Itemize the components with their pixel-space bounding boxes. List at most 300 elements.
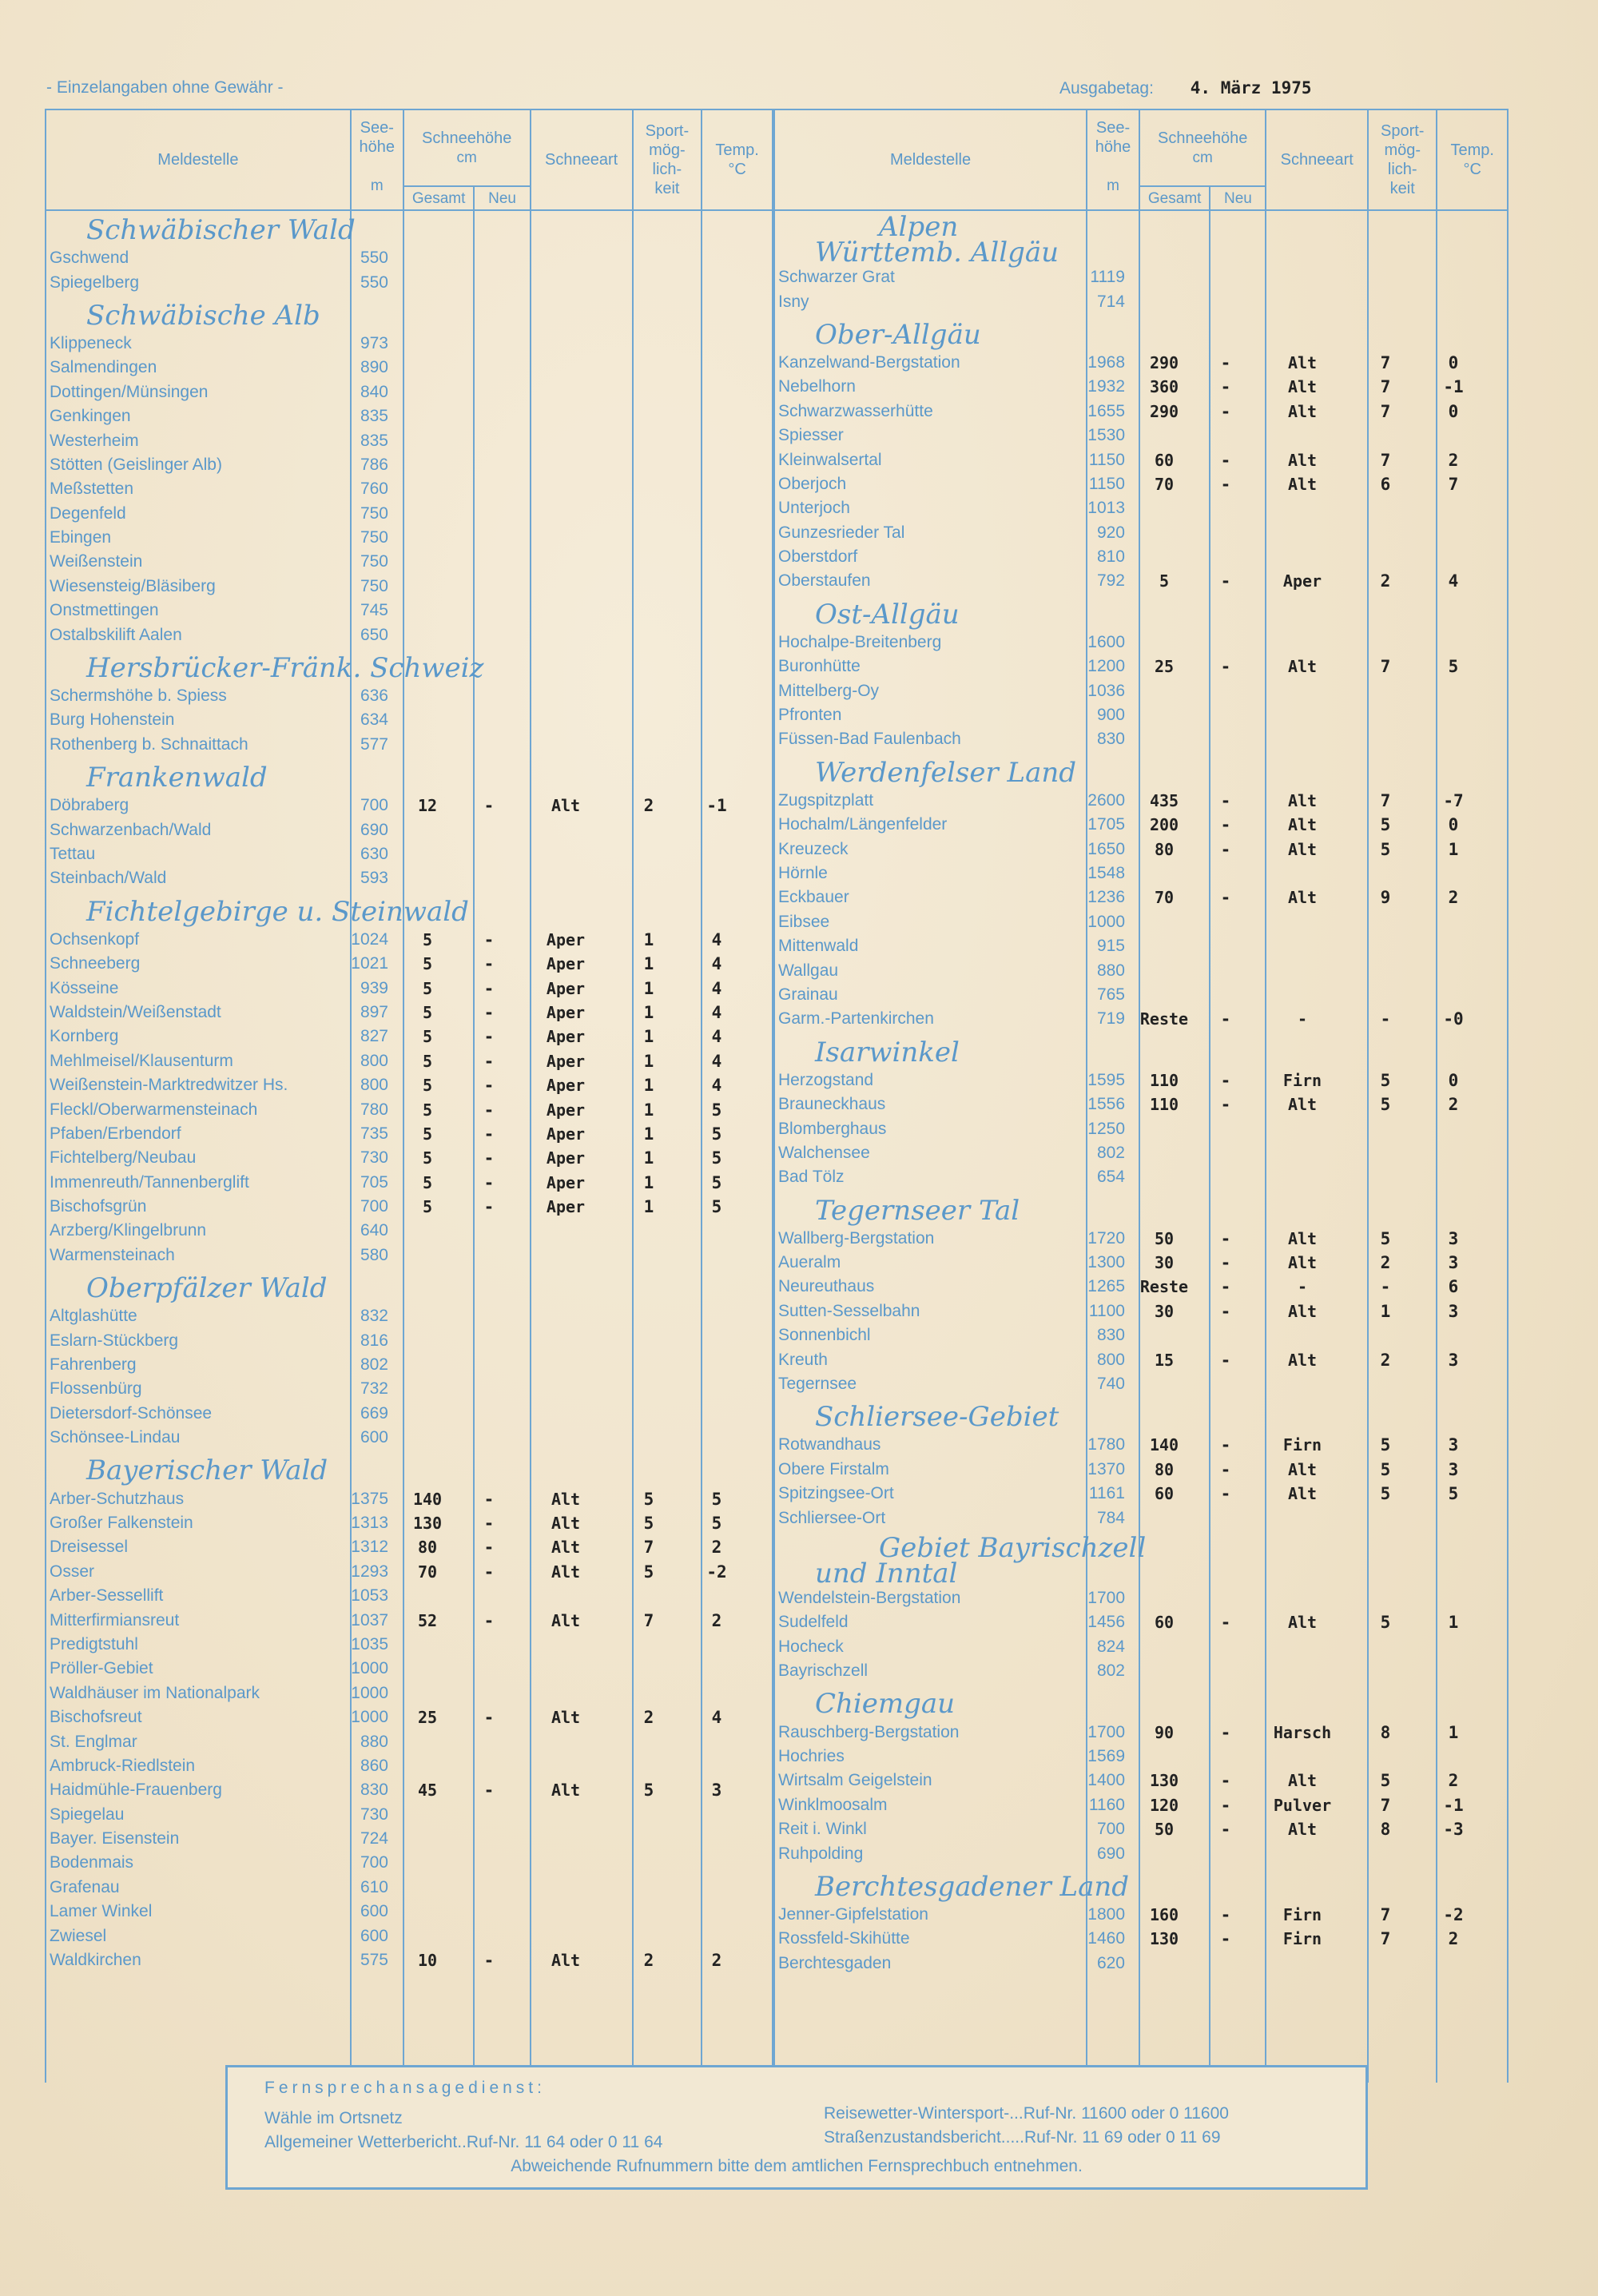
- temperature: 5: [711, 1148, 722, 1168]
- snow-new: -: [1220, 1277, 1231, 1297]
- col-height: See- höhe m: [1087, 109, 1139, 210]
- snow-new: -: [483, 954, 495, 974]
- snow-total: 30: [1154, 1253, 1175, 1273]
- station-name: Blomberghaus: [778, 1119, 887, 1138]
- snow-type: Alt: [1287, 1459, 1318, 1479]
- sea-height: 830: [360, 1781, 388, 1800]
- temperature: 4: [1448, 571, 1459, 591]
- table-row: [45, 708, 773, 732]
- snow-type: Alt: [1287, 815, 1318, 835]
- table-row: [45, 1535, 773, 1559]
- station-name: Zugspitzplatt: [778, 790, 874, 810]
- station-name: Klippeneck: [50, 333, 132, 352]
- station-name: Rauschberg-Bergstation: [778, 1722, 960, 1741]
- table-row: [773, 289, 1509, 313]
- sea-height: 1265: [1087, 1277, 1125, 1296]
- sea-height: 669: [360, 1403, 388, 1423]
- station-name: Dottingen/Münsingen: [50, 382, 209, 401]
- snow-new: -: [483, 1124, 495, 1144]
- table-row: [773, 1116, 1509, 1140]
- temperature: 2: [1448, 1771, 1459, 1791]
- sea-height: 654: [1096, 1168, 1125, 1187]
- sea-height: 1021: [351, 954, 388, 973]
- snow-type: Aper: [546, 1148, 586, 1168]
- snow-total: 80: [417, 1538, 438, 1558]
- sea-height: 593: [360, 869, 388, 888]
- sea-height: 1456: [1087, 1613, 1125, 1632]
- snow-new: -: [1220, 401, 1231, 421]
- sea-height: 600: [360, 1428, 388, 1447]
- snow-total: 435: [1149, 790, 1179, 810]
- station-name: Pfronten: [778, 706, 842, 725]
- station-name: Bayer. Eisenstein: [50, 1829, 180, 1848]
- snow-type: Alt: [1287, 1350, 1318, 1370]
- col-new: Neu: [474, 186, 530, 210]
- temperature: 5: [711, 1489, 722, 1509]
- table-row: [773, 1659, 1509, 1683]
- table-row: [773, 1323, 1509, 1347]
- station-name: Westerheim: [50, 431, 139, 450]
- col-sport: Sport- mög- lich- keit: [1368, 109, 1437, 210]
- snow-new: -: [1220, 450, 1231, 470]
- sea-height: 730: [360, 1805, 388, 1824]
- temperature: 4: [711, 954, 722, 974]
- station-name: Aueralm: [778, 1253, 841, 1272]
- station-name: Arber-Schutzhaus: [50, 1489, 185, 1508]
- sea-height: 1932: [1087, 377, 1125, 396]
- table-row: [773, 1927, 1509, 1951]
- sea-height: 745: [360, 601, 388, 620]
- sport-rating: 8: [1380, 1722, 1391, 1742]
- station-name: Kreuth: [778, 1350, 828, 1369]
- sea-height: 827: [360, 1027, 388, 1046]
- sea-height: 1569: [1087, 1746, 1125, 1765]
- sea-height: 1600: [1087, 632, 1125, 651]
- table-row: [45, 550, 773, 574]
- sport-rating: 1: [643, 1027, 654, 1047]
- snow-type: Aper: [546, 929, 586, 949]
- sea-height: 939: [360, 978, 388, 997]
- sea-height: 1119: [1090, 268, 1125, 287]
- table-row: [45, 1633, 773, 1657]
- snow-total: 5: [422, 1124, 433, 1144]
- snow-type: Firn: [1282, 1904, 1322, 1924]
- table-row: [45, 502, 773, 526]
- snow-type: Firn: [1282, 1070, 1322, 1090]
- snow-total: 60: [1154, 1613, 1175, 1633]
- station-name: Füssen-Bad Faulenbach: [778, 730, 961, 749]
- snow-new: -: [483, 1538, 495, 1558]
- snow-total: 5: [422, 1027, 433, 1047]
- station-name: Grainau: [778, 985, 838, 1004]
- station-name: Burg Hohenstein: [50, 710, 175, 730]
- sea-height: 714: [1096, 292, 1125, 311]
- table-row: [773, 1586, 1509, 1610]
- station-name: Fleckl/Oberwarmensteinach: [50, 1100, 258, 1119]
- table-row: [45, 1171, 773, 1195]
- col-temp: Temp. °C: [1437, 109, 1508, 210]
- col-new: Neu: [1210, 186, 1266, 210]
- table-row: [773, 1903, 1509, 1927]
- region-heading: [773, 1530, 1509, 1590]
- temperature: 5: [711, 1124, 722, 1144]
- sport-rating: 7: [1380, 1795, 1391, 1815]
- table-row: [773, 1720, 1509, 1744]
- table-row: [45, 1802, 773, 1826]
- snow-new: -: [1220, 1301, 1231, 1321]
- sport-rating: 9: [1380, 888, 1391, 908]
- temperature: -0: [1443, 1009, 1464, 1029]
- sport-rating: 5: [1380, 1484, 1391, 1504]
- station-name: Hochalpe-Breitenberg: [778, 632, 942, 651]
- snow-total: 5: [422, 1076, 433, 1096]
- region-heading: Frankenwald: [86, 762, 268, 794]
- table-row: [45, 1001, 773, 1025]
- table-row: [773, 1372, 1509, 1396]
- temperature: 4: [711, 929, 722, 949]
- sea-height: 730: [360, 1148, 388, 1168]
- snow-type: -: [1297, 1009, 1308, 1029]
- temperature: 2: [1448, 1929, 1459, 1949]
- right-listing: [773, 209, 1509, 1976]
- sea-height: 897: [360, 1002, 388, 1021]
- sea-height: 750: [360, 503, 388, 523]
- sea-height: 750: [360, 576, 388, 595]
- temperature: 4: [711, 1051, 722, 1071]
- table-row: [45, 1244, 773, 1267]
- snow-type: Aper: [1282, 571, 1322, 591]
- snow-total: 160: [1149, 1904, 1179, 1924]
- snow-total: 5: [422, 1197, 433, 1217]
- snow-new: -: [483, 1781, 495, 1801]
- table-row: [773, 265, 1509, 289]
- temperature: 4: [711, 1027, 722, 1047]
- snow-type: Alt: [1287, 1301, 1318, 1321]
- sea-height: 700: [360, 796, 388, 815]
- station-name: Döbraberg: [50, 796, 129, 815]
- snow-type: Firn: [1282, 1929, 1322, 1949]
- snow-type: Aper: [546, 1197, 586, 1217]
- station-name: Gschwend: [50, 249, 129, 268]
- sea-height: 1650: [1087, 839, 1125, 858]
- snow-new: -: [483, 1002, 495, 1022]
- snow-type: Aper: [546, 978, 586, 998]
- snow-total: 70: [1154, 474, 1175, 494]
- station-name: Mitterfirmiansreut: [50, 1610, 180, 1629]
- temperature: 4: [711, 978, 722, 998]
- sea-height: 1036: [1087, 681, 1125, 700]
- sport-rating: 1: [643, 1148, 654, 1168]
- station-name: Ruhpolding: [778, 1844, 864, 1863]
- snow-type: Alt: [1287, 1820, 1318, 1840]
- station-name: Reit i. Winkl: [778, 1820, 867, 1839]
- snow-new: -: [1220, 1795, 1231, 1815]
- table-row: [45, 404, 773, 428]
- sport-rating: 5: [643, 1781, 654, 1801]
- snow-type: Alt: [551, 1513, 581, 1533]
- snow-total: 50: [1154, 1228, 1175, 1248]
- snow-new: -: [1220, 1929, 1231, 1949]
- temperature: 3: [1448, 1459, 1459, 1479]
- sport-rating: 5: [1380, 1613, 1391, 1633]
- sea-height: 1000: [351, 1708, 388, 1727]
- table-row: [773, 424, 1509, 448]
- station-name: Isny: [778, 292, 809, 311]
- table-row: [45, 1705, 773, 1729]
- region-heading: Ober-Allgäu: [815, 318, 981, 351]
- table-row: [45, 623, 773, 647]
- snow-total: 5: [422, 954, 433, 974]
- sea-height: 1548: [1087, 864, 1125, 882]
- station-name: Tettau: [50, 845, 96, 863]
- snow-total: 130: [412, 1513, 443, 1533]
- station-name: Sudelfeld: [778, 1613, 849, 1632]
- sea-height: 835: [360, 431, 388, 450]
- temperature: 5: [711, 1513, 722, 1533]
- snow-type: Alt: [1287, 790, 1318, 810]
- snow-type: Alt: [1287, 352, 1318, 372]
- snow-new: -: [483, 1951, 495, 1971]
- sport-rating: 5: [1380, 1435, 1391, 1455]
- table-row: [45, 575, 773, 599]
- col-height: See- höhe m: [351, 109, 403, 210]
- sport-rating: 5: [643, 1562, 654, 1582]
- sea-height: 600: [360, 1926, 388, 1945]
- snow-new: -: [1220, 1904, 1231, 1924]
- temperature: -7: [1443, 790, 1464, 810]
- table-row: [45, 1195, 773, 1219]
- station-name: Hochalm/Längenfelder: [778, 815, 948, 834]
- snow-type: Aper: [546, 1051, 586, 1071]
- snow-total: 25: [1154, 657, 1175, 677]
- snow-type: Alt: [551, 1781, 581, 1801]
- sea-height: 810: [1096, 547, 1125, 567]
- table-row: [773, 1227, 1509, 1251]
- snow-total: Reste: [1139, 1009, 1189, 1029]
- station-name: Spiegelau: [50, 1805, 125, 1824]
- sport-rating: 1: [643, 978, 654, 998]
- snow-total: 130: [1149, 1929, 1179, 1949]
- snow-type: Alt: [1287, 1771, 1318, 1791]
- station-name: St. Englmar: [50, 1732, 137, 1751]
- table-row: [45, 1608, 773, 1632]
- snow-new: -: [1220, 815, 1231, 835]
- region-heading: Hersbrücker-Fränk. Schweiz: [86, 651, 484, 684]
- table-row: [773, 727, 1509, 751]
- station-name: Arber-Sessellift: [50, 1586, 164, 1606]
- sport-rating: 7: [643, 1538, 654, 1558]
- table-row: [45, 733, 773, 757]
- temperature: 4: [711, 1002, 722, 1022]
- table-row: [773, 958, 1509, 982]
- table-row: [773, 375, 1509, 399]
- temperature: 3: [1448, 1253, 1459, 1273]
- table-row: [773, 703, 1509, 727]
- sea-height: 1200: [1087, 657, 1125, 676]
- station-name: Ebingen: [50, 528, 112, 547]
- col-snow-depth: Schneehöhe cm: [403, 109, 531, 186]
- sea-height: 1595: [1087, 1070, 1125, 1089]
- table-row: [773, 631, 1509, 655]
- sport-rating: 7: [1380, 377, 1391, 397]
- table-row: [773, 983, 1509, 1007]
- station-name: Schönsee-Lindau: [50, 1428, 181, 1447]
- station-name: Ambruck-Riedlstein: [50, 1756, 196, 1775]
- snow-new: -: [1220, 1070, 1231, 1090]
- sea-height: 800: [360, 1076, 388, 1095]
- table-row: [45, 332, 773, 356]
- sea-height: 1000: [351, 1683, 388, 1702]
- sea-height: 636: [360, 686, 388, 706]
- snow-total: 70: [417, 1562, 438, 1582]
- sea-height: 750: [360, 552, 388, 571]
- station-name: Haidmühle-Frauenberg: [50, 1781, 222, 1800]
- table-row: [45, 1219, 773, 1243]
- temperature: 0: [1448, 815, 1459, 835]
- sport-rating: 7: [1380, 401, 1391, 421]
- snow-new: -: [1220, 839, 1231, 859]
- table-row: [45, 1353, 773, 1377]
- station-name: Bad Tölz: [778, 1168, 845, 1187]
- temperature: 3: [1448, 1228, 1459, 1248]
- station-name: Schwarzenbach/Wald: [50, 820, 212, 839]
- station-name: Kreuzeck: [778, 839, 849, 858]
- sea-height: 1150: [1088, 474, 1125, 493]
- station-name: Stötten (Geislinger Alb): [50, 455, 222, 474]
- sport-rating: 2: [643, 1708, 654, 1728]
- region-heading: Schwäbische Alb: [86, 299, 320, 332]
- sea-height: 700: [1096, 1820, 1125, 1839]
- station-name: Bayrischzell: [778, 1661, 869, 1681]
- table-row: [45, 928, 773, 952]
- table-row: [45, 453, 773, 477]
- station-name: Hocheck: [778, 1637, 844, 1656]
- table-row: [773, 861, 1509, 885]
- sea-height: 1705: [1087, 815, 1125, 834]
- sea-height: 880: [1096, 961, 1125, 980]
- temperature: 3: [1448, 1350, 1459, 1370]
- snow-type: Alt: [551, 796, 581, 816]
- table-row: [773, 1458, 1509, 1482]
- snow-type: Alt: [1287, 377, 1318, 397]
- issue-date: 4. März 1975: [1190, 78, 1312, 97]
- sport-rating: 5: [1380, 1228, 1391, 1248]
- sea-height: 830: [1096, 1326, 1125, 1345]
- snow-new: -: [1220, 657, 1231, 677]
- sea-height: 802: [1096, 1661, 1125, 1681]
- sport-rating: 2: [1380, 571, 1391, 591]
- table-row: [45, 1426, 773, 1450]
- table-row: [773, 1610, 1509, 1634]
- table-row: [45, 599, 773, 623]
- snow-total: 5: [422, 1148, 433, 1168]
- snow-new: -: [1220, 377, 1231, 397]
- snow-new: -: [1220, 1009, 1231, 1029]
- table-row: [45, 1304, 773, 1328]
- station-name: Dietersdorf-Schönsee: [50, 1403, 213, 1423]
- table-row: [45, 1328, 773, 1352]
- table-row: [773, 472, 1509, 496]
- snow-new: -: [483, 1051, 495, 1071]
- phone-title: Fernsprechansagedienst:: [264, 2079, 546, 2097]
- table-row: [45, 976, 773, 1000]
- table-row: [45, 1681, 773, 1705]
- sea-height: 1037: [351, 1610, 388, 1629]
- snow-total: 70: [1154, 888, 1175, 908]
- station-name: Eckbauer: [778, 888, 849, 907]
- region-heading: Oberpfälzer Wald: [86, 1272, 328, 1305]
- temperature: 0: [1448, 1070, 1459, 1090]
- col-temp: Temp. °C: [702, 109, 773, 210]
- sea-height: 732: [360, 1379, 388, 1399]
- sport-rating: 1: [643, 1124, 654, 1144]
- snow-new: -: [483, 1489, 495, 1509]
- snow-new: -: [1220, 571, 1231, 591]
- station-name: Waldhäuser im Nationalpark: [50, 1683, 260, 1702]
- station-name: Arzberg/Klingelbrunn: [50, 1221, 207, 1240]
- snow-type: Alt: [551, 1708, 581, 1728]
- station-name: Altglashütte: [50, 1307, 137, 1326]
- station-name: Fahrenberg: [50, 1355, 137, 1375]
- station-name: Rothenberg b. Schnaittach: [50, 734, 248, 754]
- table-row: [45, 1377, 773, 1401]
- sport-rating: 1: [643, 954, 654, 974]
- table-row: [773, 1251, 1509, 1275]
- sea-height: 900: [1096, 706, 1125, 725]
- station-name: Brauneckhaus: [778, 1095, 886, 1114]
- col-station: Meldestelle: [774, 109, 1087, 210]
- snow-new: -: [483, 978, 495, 998]
- station-name: Mittenwald: [778, 937, 859, 956]
- table-row: [773, 1007, 1509, 1031]
- sea-height: 610: [360, 1877, 388, 1896]
- station-name: Wiesensteig/Bläsiberg: [50, 576, 216, 595]
- table-row: [773, 1841, 1509, 1865]
- region-heading: Werdenfelser Land: [815, 756, 1077, 789]
- station-name: Eslarn-Stückberg: [50, 1331, 179, 1350]
- col-snow-depth: Schneehöhe cm: [1139, 109, 1266, 186]
- station-name: Grafenau: [50, 1877, 120, 1896]
- sea-height: 1370: [1087, 1459, 1125, 1478]
- station-name: Ochsenkopf: [50, 929, 140, 949]
- table-row: [45, 1122, 773, 1146]
- sea-height: 1800: [1087, 1904, 1125, 1924]
- sea-height: 719: [1096, 1009, 1125, 1029]
- table-row: [45, 270, 773, 294]
- snow-type: Alt: [1287, 1095, 1318, 1115]
- snow-total: 80: [1154, 839, 1175, 859]
- sea-height: 690: [360, 820, 388, 839]
- table-row: [45, 1900, 773, 1924]
- station-name: Herzogstand: [778, 1070, 874, 1089]
- sea-height: 792: [1096, 571, 1125, 591]
- sport-rating: 7: [1380, 352, 1391, 372]
- region-heading: Schwäbischer Wald: [86, 214, 356, 246]
- snow-new: -: [1220, 1459, 1231, 1479]
- snow-type: Firn: [1282, 1435, 1322, 1455]
- snow-total: 110: [1149, 1070, 1179, 1090]
- station-name: Weißenstein-Marktredwitzer Hs.: [50, 1076, 288, 1095]
- region-heading-line2: Württemb. Allgäu: [815, 237, 1059, 269]
- snow-total: 5: [422, 978, 433, 998]
- sea-height: 700: [360, 1853, 388, 1872]
- table-row: [773, 1793, 1509, 1817]
- temperature: 2: [1448, 450, 1459, 470]
- table-row: [45, 380, 773, 404]
- temperature: 5: [1448, 1484, 1459, 1504]
- sea-height: 1013: [1087, 499, 1125, 518]
- issue-date-line: [1059, 78, 1312, 98]
